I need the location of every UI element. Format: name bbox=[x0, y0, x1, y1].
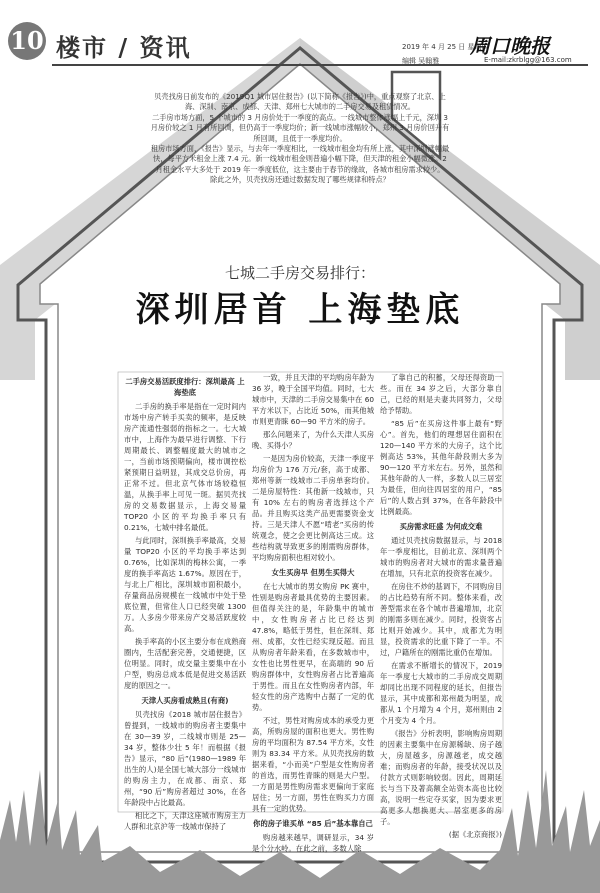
article-paragraph: 二手房的换手率是指在一定时间内市场中房产转手买卖的频率，是反映房产流通性强弱的指标之一。七大城市中，上海作为最早进行调整、下行周期最长、调整幅度最大的城市之一，当前市场预期偏向，楼市调控松紧预期日益明显，其成交总价房，再正常不过。但北京气体市场较稳恒温，从换手率上可见一斑。据贝壳找房的交易数据显示，上海交易量 TOP20 小区的平均换手率只有 0.21%，七城中排名最低。 bbox=[124, 402, 246, 532]
section-heading: 女生买房早 但男生买得大 bbox=[271, 568, 355, 577]
article-paragraph: 通过贝壳找房数据显示，与 2018 年一季度相比，目前北京、深圳两个城市的购房者对大城市的需求量普遍在增加，只有北京的投资客在减少。 bbox=[380, 536, 502, 578]
article-paragraph: 与此同时，深圳换手率最高，交易量 TOP20 小区的平均换手率达到 0.76%，比如深圳的梅林公寓，一季度的换手率高达 1.67%。原因在于，与北上广相比，深圳城市面积最小，存量商品房规模在一线城市中处于垫底位置，但常住人口已经突破 1300 万。人多房少带来房产交易活跃度较高。 bbox=[124, 536, 246, 633]
article-paragraph: 换手率高的小区主要分布在成熟商圈内，生活配套完善，交通便捷，区位明显。同时，成交量主要集中在小户型，购房总成本低是促进交易活跃度的原因之一。 bbox=[124, 637, 246, 690]
article-paragraph: 购房越来越早，调研显示，34 岁是个分水岭。在此之前，多数人除 bbox=[252, 833, 374, 853]
section-heading: 你的房子谁买单 “85 后”基本靠自己 bbox=[253, 819, 373, 828]
newspaper-logo: 周口晚报 bbox=[470, 34, 550, 58]
section-heading: 买房需求旺盛 为何成交难 bbox=[399, 522, 483, 531]
article-column-3 bbox=[380, 372, 502, 842]
section-heading: 二手房交易活跃度排行：深圳最高 上海垫底 bbox=[125, 377, 245, 397]
page-number: 10 bbox=[8, 22, 46, 60]
article-column-2 bbox=[252, 372, 374, 856]
article-headline: 深圳居首 上海垫底 bbox=[135, 290, 465, 330]
article-paragraph: 《报告》分析表明，影响购房周期的因素主要集中在房源稀缺、房子越大，房屋越多，房源越老，成交越难；而购房者的年龄，接受状况以及付款方式则影响较弱。因此，周期延长与当下及著高额全站资本高也比较高，说明一些定夺买家，因为要求更高更多人想换更大、居室更多的房子。 bbox=[380, 729, 502, 826]
article-paragraph: 一致，并且天津的平均购房年龄为 36 岁，晚于全国平均值。同时，七大城市中，天津的二手房交易集中在 60 平方米以下，占比近 50%，而其他城市则更青睐 60—90 平方米的房子。 bbox=[252, 373, 374, 426]
article-column-1 bbox=[124, 372, 246, 834]
editor-email: E-mail:zkrblgg@163.com bbox=[484, 56, 572, 64]
article-subhead: 七城二手房交易排行： bbox=[224, 264, 375, 282]
intro-block bbox=[150, 92, 450, 186]
article-paragraph: 在需求不断增长的情况下，2019 年一季度七大城市的二手房成交周期却同比出现不同程度的延长，但报告显示，其中成都和郑州最为明显，成都从 1 个月增为 4 个月，郑州则由 2 个月变为 4 个月。 bbox=[380, 661, 502, 725]
section-heading: 天津人买房看成熟且(有商) bbox=[141, 696, 229, 705]
issue-date: 2019 年 4 月 25 日 星期四 bbox=[402, 43, 489, 51]
source-credit: (据《北京商报》) bbox=[448, 830, 502, 839]
editor-line: 编辑 吴翰雅 bbox=[402, 57, 440, 65]
section-title: 楼市 / 资讯 bbox=[56, 33, 192, 62]
article-paragraph: 相比之下，天津这座城市购房主力人群和北京沪等一线城市保持了 bbox=[124, 811, 246, 831]
intro-paragraph: 贝壳找房日前发布的《2019Q1 城市居住报告》(以下简称《报告》)中，重点观察了北京、上海、深圳、南京、成都、天津、郑州七大城市的二手房交易及租赁情况。 bbox=[154, 92, 446, 112]
article-paragraph: “85 后”在买房这件事上最有“野心”。首先，他们的理想居住面积在 120—140 平方米的大房子，这个比例高达 53%，其他年龄段则大多为 90—120 平方米左右。另外，虽然和其他年龄的人一样，多数人以三居室为最佳，但向往四居室的用户，“85 后”的人数占到 37%，在各年龄段中比例最高。 bbox=[380, 419, 502, 516]
article-paragraph: 在房住不炒的基调下，不同购房目的占比趋势有所不同。整体来看，改善型需求在各个城市普遍增加，北京的刚需多则在减少。同时，投资客占比则开始减少。其中，成都尤为明显，投资需求的比重下降了一半。不过，户籍所在的刚需比重仍在增加。 bbox=[380, 582, 502, 657]
header-rule bbox=[52, 64, 588, 66]
article-paragraph: 那么问题来了，为什么天津人买房晚、买得小？ bbox=[252, 430, 374, 450]
intro-paragraph: 除此之外，贝壳找房还通过数据发现了哪些规律和特点？ bbox=[210, 175, 390, 185]
article-paragraph: 了靠自己的积蓄，父母还得资助一些。而在 34 岁之后，大部分靠自己，已经的则是夫妻共同努力，父母给予帮助。 bbox=[380, 373, 502, 415]
article-paragraph: 贝壳找房《2018 城市居住报告》曾提到，一线城市的购房者主要集中在 30—39 岁，二线城市则是 25—34 岁，整体少壮 5 年！而根据《报告》显示，“80 后”(1980—1989 年出生的人)是全国七城大部分一线城市的购房主力，在成都、南京、郑州，“90 后”购房者超过 30%，在各年龄段中占比最高。 bbox=[124, 710, 246, 807]
intro-paragraph: 租房市场方面，《报告》显示，与去年一季度相比，一线城市租金均有所上涨，其中深圳涨幅最快，每平方米租金上涨 7.4 元。新一线城市租金则普遍小幅下降，但天津的租金小幅微涨。2 月租金水平大多处于 2019 年一季度低位，这主要由于春节的缘故，各城市租房需求较少。 bbox=[150, 144, 450, 174]
article-paragraph: 一是因为房价较高，天津一季度平均房价为 176 万元/套，高于成都、郑州等新一线城市二手房单套均价。二是房屋特性：其他新一线城市，只有 10% 左右的购房者选择这个产品。并且购买这类产品更需要资金支持。三是天津人不愿“啃老”买房的传统观念，使之会更比例高达三成。这些结构就导致更多的刚需购房群体，平均购房面积也相对较小。 bbox=[252, 454, 374, 562]
article-paragraph: 不过，男性对购房成本的承受力更高，所购房屋的面积也更大。男性购房的平均面积为 87.54 平方米，女性则为 83.34 平方米。从贝壳找房的数据来看，“小而美”户型是女性购房者的首选，而男性青睐的则是大户型。一方面是男性购房需求更偏向于家庭居住；另一方面，男性在购买力方面具有一定的优势。 bbox=[252, 716, 374, 813]
intro-paragraph: 二手房市场方面，5 个城市的 3 月房价处于一季度的高点。一线城市整体涨幅上千元，深圳 3 月房价较之 1 月有所回调，但仍高于一季度均价；新一线城市涨幅较小，郑州 3 月房价回升有所回调，且低于一季度均价。 bbox=[150, 112, 450, 143]
article-paragraph: 在七大城市的男女购房 PK 赛中，性别是购房者最具优势的主要因素。但值得关注的是，年龄集中的城市中，女性购房者占比已经达到 47.8%，略低于男性，但在深圳、郑州、成都，女性已经实现反超。而且从购房者年龄来看，在多数城市中，女性也比男性更早，在高端的 90 后购房群体中，女性购房者占比普遍高于男性。而且在女性购房者内部，年轻女性的房产选购中占据了一定的优势。 bbox=[252, 582, 374, 712]
